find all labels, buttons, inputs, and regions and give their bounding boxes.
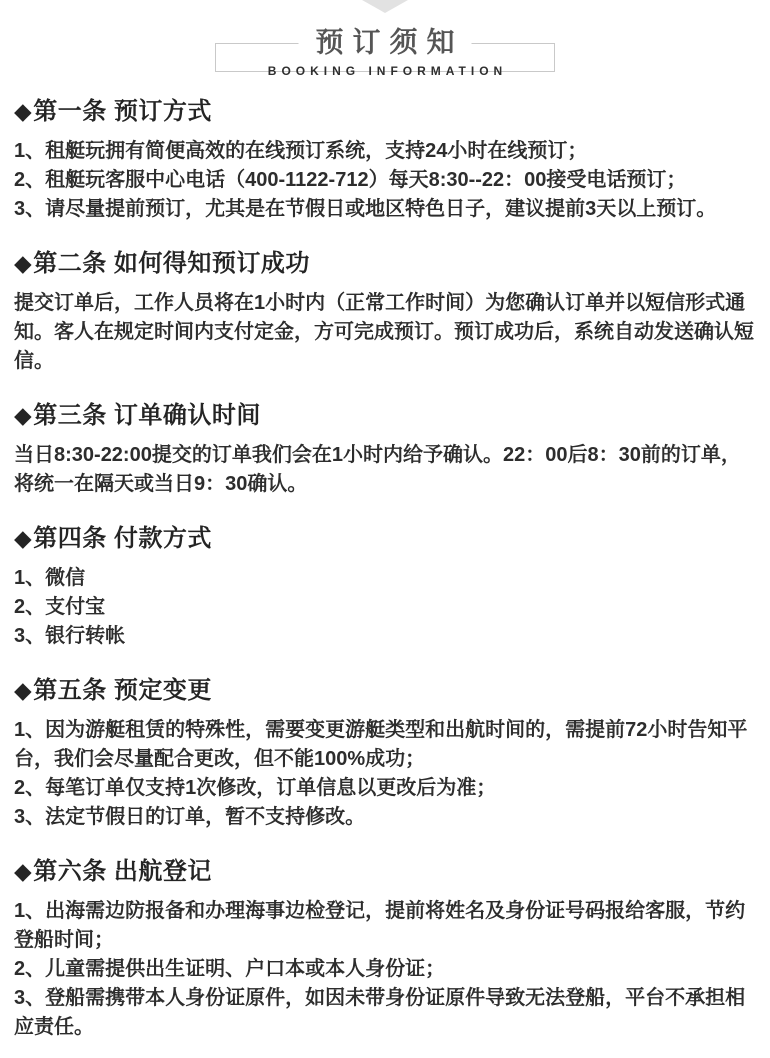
diamond-icon: ◆: [14, 98, 33, 124]
section-title: 第一条 预订方式: [33, 98, 212, 125]
section-heading: [14, 523, 756, 554]
page-title-box: [215, 26, 555, 78]
paragraph: 1、出海需边防报备和办理海事边检登记，提前将姓名及身份证号码报给客服，节约登船时间；: [14, 900, 746, 951]
page-title: 预订须知: [298, 27, 471, 59]
diamond-icon: ◆: [14, 250, 33, 276]
paragraph: 3、请尽量提前预订，尤其是在节假日或地区特色日子，建议提前3天以上预订。: [14, 198, 717, 220]
paragraph: 1、微信: [14, 567, 86, 589]
section-booking-confirmation: [14, 248, 756, 376]
paragraph: 1、因为游艇租赁的特殊性，需要变更游艇类型和出航时间的，需提前72小时告知平台，我们会尽量配合更改，但不能100%成功；: [14, 719, 748, 770]
diamond-icon: ◆: [14, 402, 33, 428]
page-subtitle: BOOKING INFORMATION: [267, 64, 508, 78]
section-title: 第四条 付款方式: [33, 525, 212, 552]
diamond-icon: ◆: [14, 525, 33, 551]
section-title: 第五条 预定变更: [33, 677, 212, 704]
paragraph: 2、租艇玩客服中心电话（400-1122-712）每天8:30--22：00接受电话预订；: [14, 169, 687, 191]
section-title: 第六条 出航登记: [33, 858, 212, 885]
section-title: 第二条 如何得知预订成功: [33, 250, 310, 277]
section-heading: [14, 400, 756, 431]
paragraph: 3、银行转帐: [14, 625, 126, 647]
paragraph: 2、儿童需提供出生证明、户口本或本人身份证；: [14, 958, 446, 980]
diamond-icon: ◆: [14, 858, 33, 884]
paragraph: 1、租艇玩拥有简便高效的在线预订系统，支持24小时在线预订；: [14, 140, 588, 162]
section-body: [14, 897, 756, 1042]
section-booking-method: [14, 96, 756, 224]
section-heading: [14, 96, 756, 127]
paragraph: 当日8:30-22:00提交的订单我们会在1小时内给予确认。22：00后8：30前的订单，将统一在隔天或当日9：30确认。: [14, 444, 741, 495]
paragraph: 2、每笔订单仅支持1次修改，订单信息以更改后为准；: [14, 777, 497, 799]
section-heading: [14, 856, 756, 887]
section-pointer-arrow-icon: [362, 0, 408, 13]
section-departure-registration: [14, 856, 756, 1042]
section-body: [14, 289, 756, 376]
paragraph: 2、支付宝: [14, 596, 106, 618]
section-heading: [14, 675, 756, 706]
section-title: 第三条 订单确认时间: [33, 402, 261, 429]
paragraph: 3、登船需携带本人身份证原件，如因未带身份证原件导致无法登船，平台不承担相应责任。: [14, 987, 746, 1038]
section-body: [14, 441, 756, 499]
paragraph: 3、法定节假日的订单，暂不支持修改。: [14, 806, 366, 828]
section-booking-changes: [14, 675, 756, 832]
section-body: [14, 137, 756, 224]
section-payment-method: [14, 523, 756, 651]
section-order-confirm-time: [14, 400, 756, 499]
section-heading: [14, 248, 756, 279]
diamond-icon: ◆: [14, 677, 33, 703]
paragraph: 提交订单后，工作人员将在1小时内（正常工作时间）为您确认订单并以短信形式通知。客人在规定时间内支付定金，方可完成预订。预订成功后，系统自动发送确认短信。: [14, 292, 754, 372]
section-body: [14, 564, 756, 651]
section-body: [14, 716, 756, 832]
